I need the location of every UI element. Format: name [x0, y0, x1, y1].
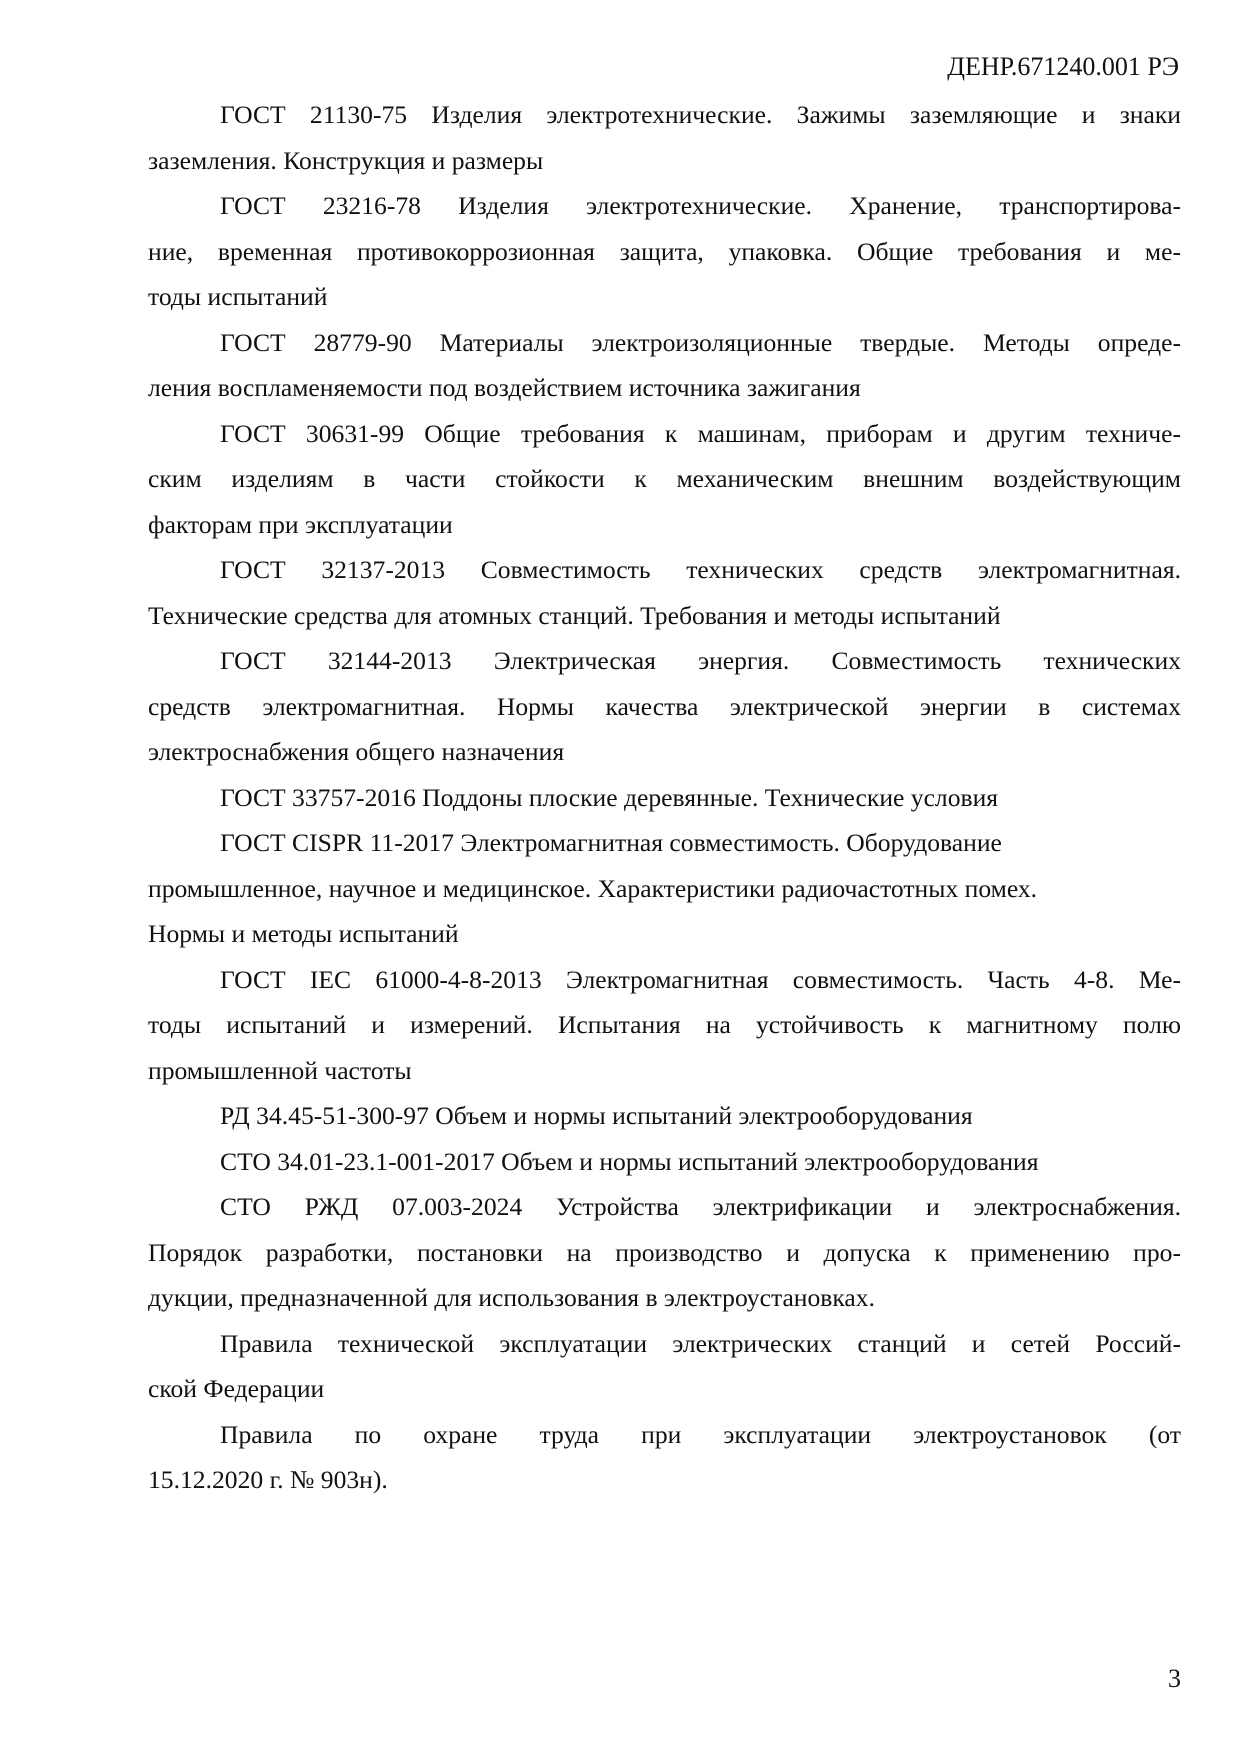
reference-item [148, 411, 1181, 548]
document-code: ДЕНР.671240.001 РЭ [947, 52, 1179, 81]
reference-line: промышленной частоты [148, 1055, 412, 1085]
reference-item [148, 547, 1181, 638]
reference-item [148, 1139, 1181, 1185]
reference-line: ГОСТ IEC 61000-4-8-2013 Электромагнитная совместимость. Часть 4-8. Ме- [220, 964, 1181, 994]
reference-item [148, 638, 1181, 775]
reference-item [148, 1184, 1181, 1321]
reference-line: ГОСТ 30631-99 Общие требования к машинам, приборам и другим техниче- [220, 418, 1181, 448]
page-number: 3 [1168, 1664, 1181, 1693]
reference-item [148, 775, 1181, 821]
reference-item [148, 957, 1181, 1094]
reference-item [148, 92, 1181, 183]
reference-line: ским изделиям в части стойкости к механическим внешним воздействующим [148, 464, 1181, 493]
reference-line: ние, временная противокоррозионная защита, упаковка. Общие требования и ме- [148, 236, 1181, 266]
reference-item [148, 320, 1181, 411]
reference-item [148, 1093, 1181, 1139]
reference-line: средств электромагнитная. Нормы качества электрической энергии в системах [148, 691, 1181, 721]
reference-line: тоды испытаний и измерений. Испытания на устойчивость к магнитному полю [148, 1010, 1181, 1039]
reference-line: Порядок разработки, постановки на производство и допуска к применению про- [148, 1237, 1181, 1267]
normative-references-list [148, 92, 1181, 1503]
reference-line: СТО РЖД 07.003-2024 Устройства электрификации и электроснабжения. [220, 1192, 1181, 1221]
reference-line: РД 34.45-51-300-97 Объем и нормы испытаний электрооборудования [220, 1101, 973, 1130]
reference-line: электроснабжения общего назначения [148, 737, 565, 766]
reference-line: ГОСТ 28779-90 Материалы электроизоляционные твердые. Методы опреде- [220, 327, 1181, 357]
reference-line: Правила по охране труда при эксплуатации электроустановок (от [220, 1419, 1181, 1449]
reference-line: ГОСТ 21130-75 Изделия электротехнические. Зажимы заземляющие и знаки [220, 100, 1181, 129]
reference-line: заземления. Конструкция и размеры [148, 145, 544, 175]
reference-item [148, 820, 1181, 957]
reference-line: ГОСТ 23216-78 Изделия электротехнические. Хранение, транспортирова- [220, 191, 1181, 220]
reference-line: Правила технической эксплуатации электрических станций и сетей Россий- [220, 1328, 1181, 1358]
reference-line: ления воспламеняемости под воздействием источника зажигания [148, 373, 861, 402]
reference-line: ской Федерации [148, 1374, 325, 1403]
reference-line: ГОСТ 33757-2016 Поддоны плоские деревянные. Технические условия [220, 782, 999, 812]
reference-line: Нормы и методы испытаний [148, 919, 459, 948]
reference-line: ГОСТ 32144-2013 Электрическая энергия. Совместимость технических [220, 646, 1181, 675]
reference-item [148, 1412, 1181, 1503]
reference-line: дукции, предназначенной для использования в электроустановках. [148, 1283, 875, 1312]
reference-line: 15.12.2020 г. № 903н). [148, 1465, 388, 1494]
reference-line: СТО 34.01-23.1-001-2017 Объем и нормы испытаний электрооборудования [220, 1146, 1039, 1176]
reference-item [148, 1321, 1181, 1412]
reference-line: ГОСТ 32137-2013 Совместимость технических средств электромагнитная. [220, 555, 1181, 584]
reference-line: ГОСТ CISPR 11-2017 Электромагнитная совместимость. Оборудование [220, 828, 1002, 857]
reference-line: факторам при эксплуатации [148, 509, 453, 539]
reference-item [148, 183, 1181, 320]
reference-line: Технические средства для атомных станций. Требования и методы испытаний [148, 600, 1001, 630]
reference-line: промышленное, научное и медицинское. Характеристики радиочастотных помех. [148, 873, 1038, 903]
reference-line: тоды испытаний [148, 282, 328, 311]
